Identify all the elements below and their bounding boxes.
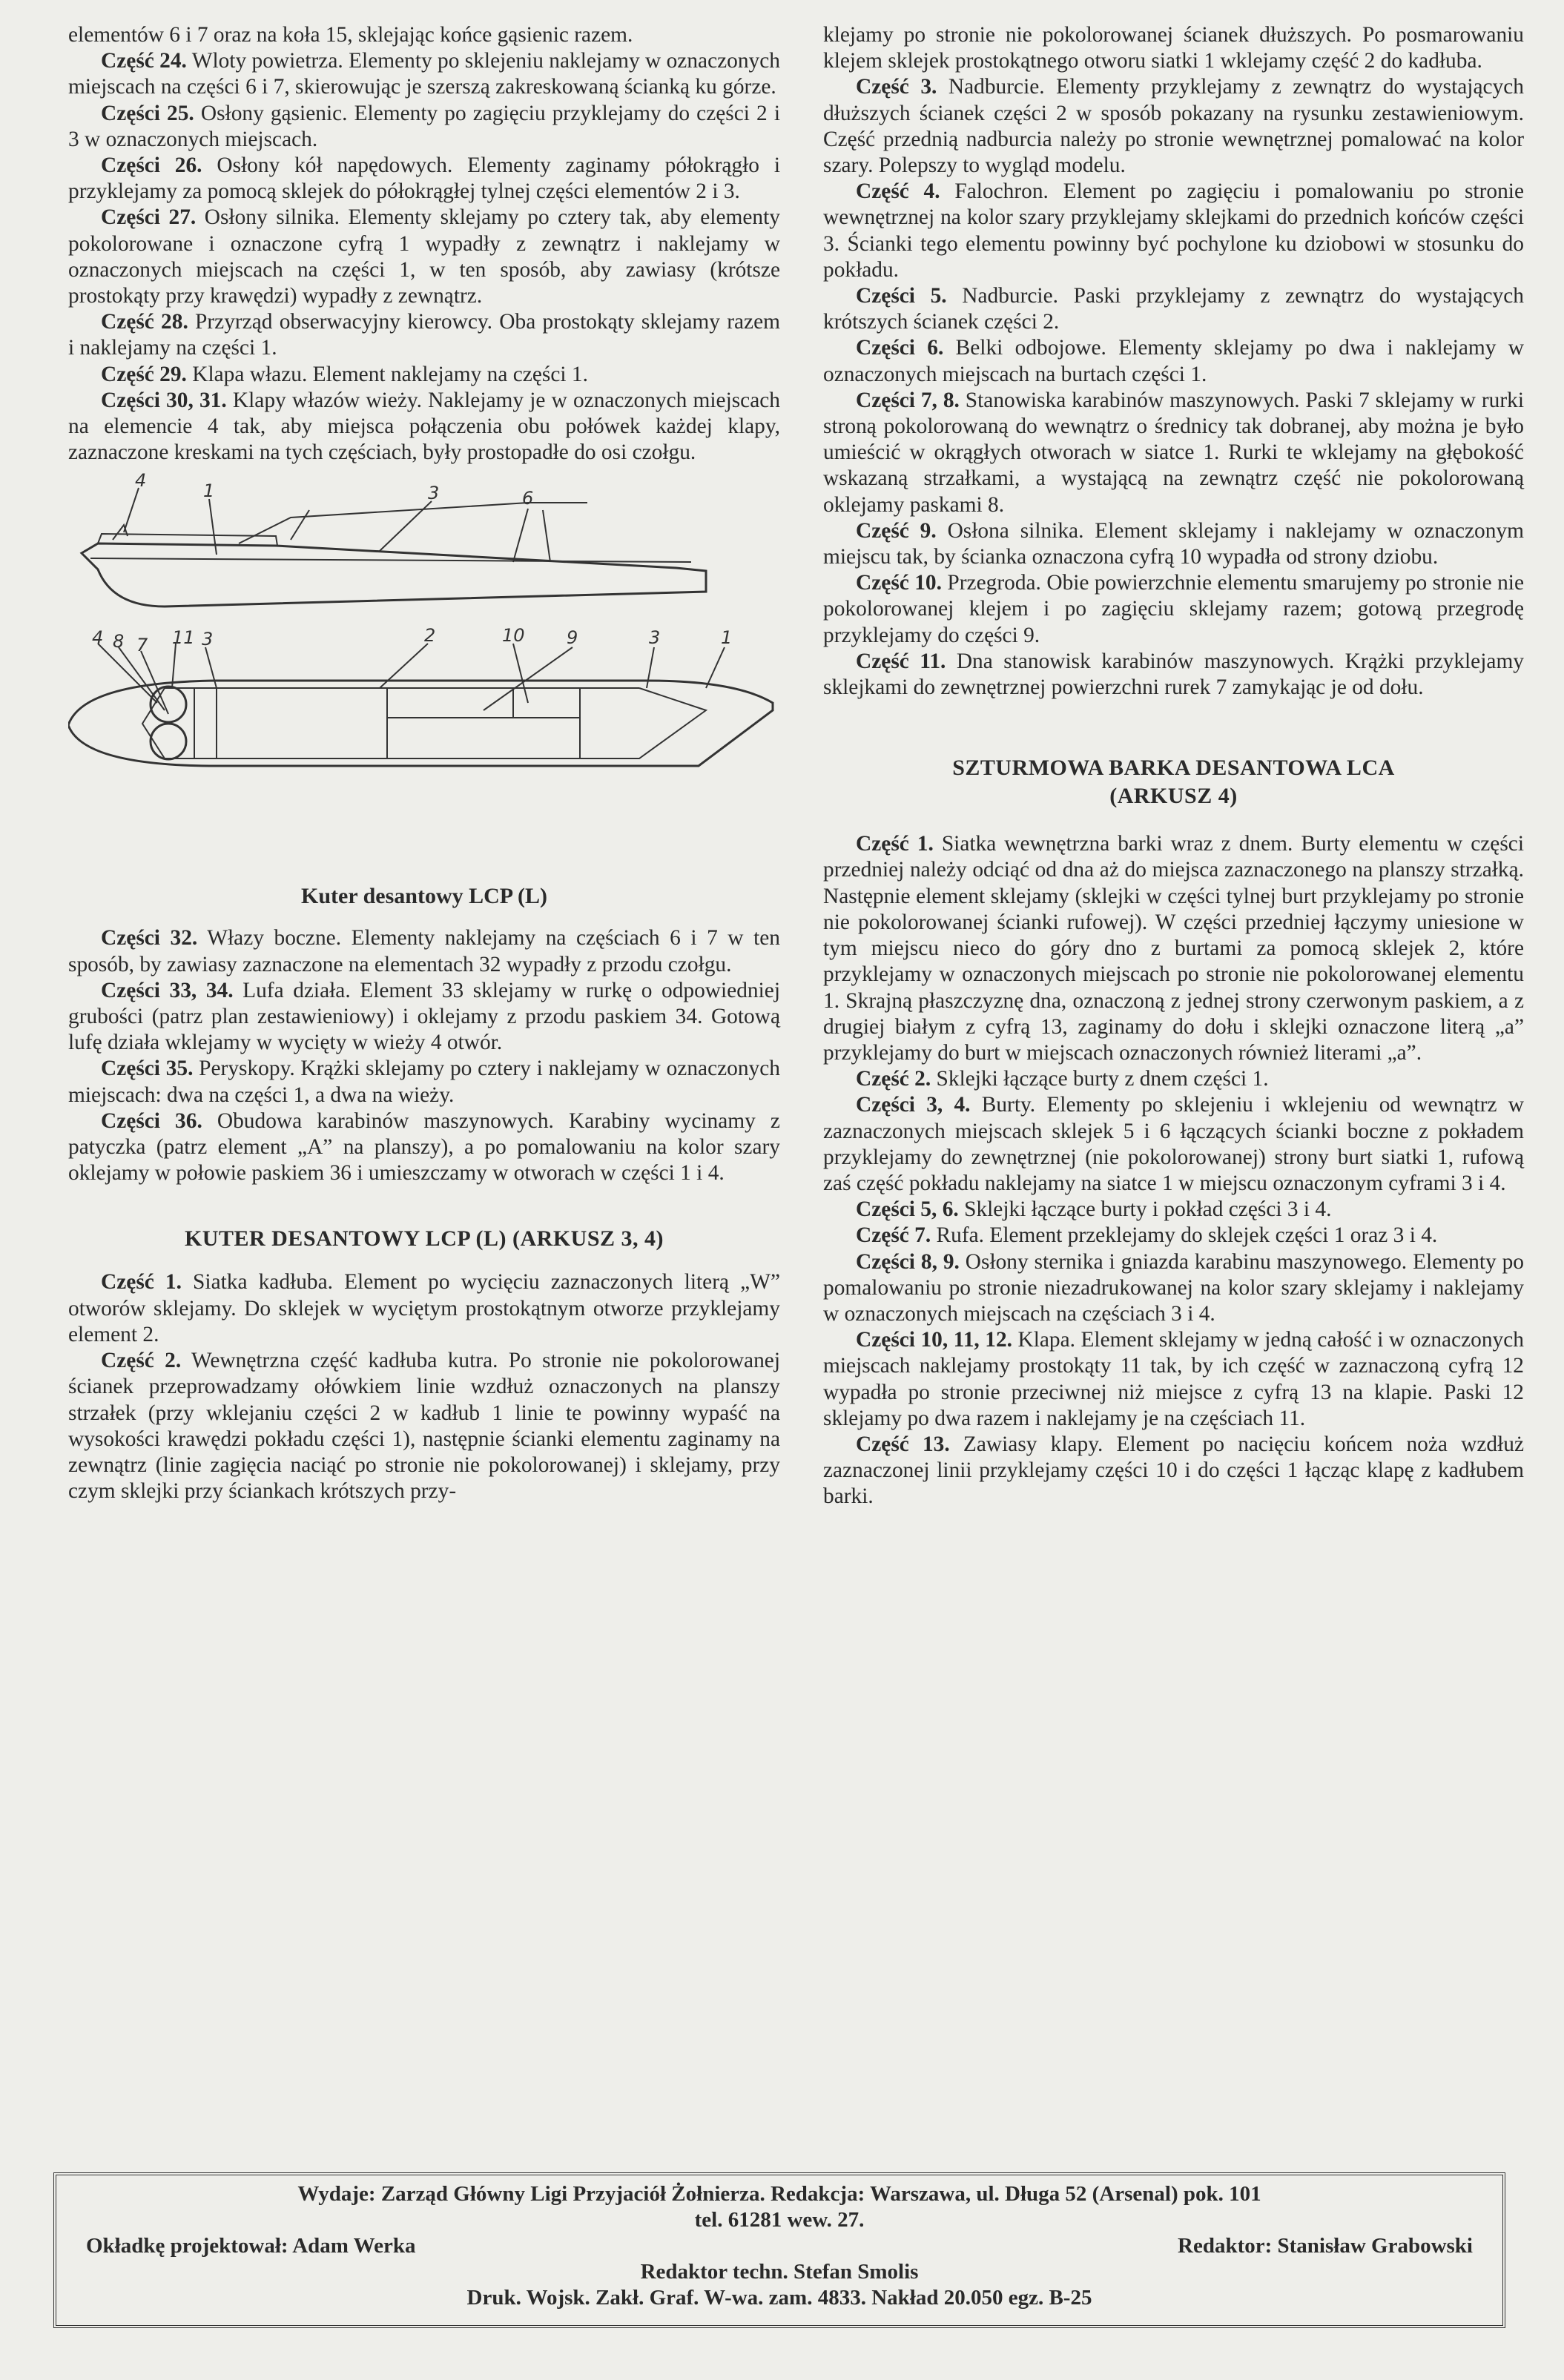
paragraph: [68, 925, 780, 977]
side-label: 4: [135, 470, 147, 492]
part-number: Część 2.: [101, 1349, 182, 1373]
side-label: 3: [428, 483, 440, 504]
part-number: Części 30, 31.: [101, 388, 227, 412]
part-number: Części 10, 11, 12.: [856, 1328, 1012, 1352]
paragraph-text: Peryskopy. Krążki sklejamy po cztery i naklejamy w oznaczonych miejscach: dwa na części 1, a dwa na wieży.: [68, 1057, 780, 1107]
left-column: [68, 22, 780, 1504]
paragraph: [68, 388, 780, 466]
lca-section-title: SZTURMOWA BARKA DESANTOWA LCA: [952, 756, 1395, 781]
paragraph: [68, 309, 780, 361]
part-number: Część 9.: [856, 518, 937, 543]
paragraph: [68, 1269, 780, 1348]
paragraph: [68, 22, 780, 48]
paragraph-text: Klapy włazów wieży. Naklejamy je w oznaczonych miejscach na elemencie 4 tak, aby miejsca połączenia obu połówek każdej klapy, zaznaczone kreskami na tych częściach, były prostopadłe do osi czołgu.: [68, 388, 780, 465]
left-bottom-text: [68, 925, 780, 1186]
side-label: 1: [203, 480, 215, 502]
top-label: 1: [721, 627, 733, 649]
print-info: Druk. Wojsk. Zakł. Graf. W-wa. zam. 4833. Nakład 20.050 egz. B-25: [466, 2286, 1092, 2310]
boat-top-view: [68, 644, 773, 766]
part-number: Części 3, 4.: [856, 1093, 971, 1117]
top-label: 8: [113, 631, 125, 652]
paragraph-text: Siatka wewnętrzna barki wraz z dnem. Burty elementu w części przedniej należy odciąć od dna aż do miejsca zaznaczonego na planszy strzałką. Następnie element sklejamy (sklejki w części tylnej burt przyklejamy po stronie nie pokolorowanej ścianki rufowej). W części przedniej łączymy uniesione w tym miejscu nieco do góry dno z burtami za pomocą sklejek 2, które przyklejamy w oznaczonych miejscach po stronie nie pokolorowanej elementu 1. Skrajną płaszczyznę dna, oznaczoną z jednej strony czerwonym paskiem, a z drugiej białym z cyfrą 13, zaginamy do dołu i sklejki oznaczone literą „a” przyklejamy do burt w miejscach oznaczonych również literami „a”.: [823, 832, 1524, 1065]
part-number: Część 3.: [856, 75, 937, 99]
paragraph-text: Nadburcie. Elementy przyklejamy z zewnątrz do wystających dłuższych ścianek części 2 w sposób pokazany na rysunku zestawieniowym. Część przednią nadburcia należy po stronie wewnętrznej pomalować na kolor szary. Polepszy to wygląd modelu.: [823, 75, 1524, 178]
lcp-section-text: [68, 1269, 780, 1504]
technical-editor: Redaktor techn. Stefan Smolis: [640, 2260, 919, 2284]
paragraph-text: Lufa działa. Element 33 sklejamy w rurkę o odpowiedniej grubości (patrz plan zestawieniowy) i oklejamy z przodu paskiem 34. Gotową lufę działa wklejamy w wycięty w wieży 4 otwór.: [68, 978, 780, 1055]
part-number: Część 11.: [856, 649, 946, 673]
part-number: Części 26.: [101, 153, 202, 178]
top-label: 3: [649, 627, 661, 649]
paragraph-text: Falochron. Element po zagięciu i pomalowaniu po stronie wewnętrznej na kolor szary przyklejamy sklejkami do przednich końców części 3. Ścianki tego elementu powinny być pochylone ku dziobowi w stosunku do pokładu.: [823, 179, 1524, 282]
part-number: Części 33, 34.: [101, 978, 234, 1002]
phone-line: tel. 61281 wew. 27.: [694, 2208, 865, 2232]
right-top-text: [823, 22, 1524, 701]
part-number: Część 2.: [856, 1067, 931, 1091]
paragraph-text: Siatka kadłuba. Element po wycięciu zaznaczonych literą „W” otworów sklejamy. Do sklejek w wyciętym prostokątnym otworze przyklejamy element 2.: [68, 1270, 780, 1346]
paragraph: [823, 388, 1524, 518]
part-number: Części 7, 8.: [856, 388, 960, 412]
paragraph: [823, 22, 1524, 74]
part-number: Części 25.: [101, 101, 194, 125]
part-number: Części 32.: [101, 926, 198, 951]
paragraph-text: Osłony silnika. Elementy sklejamy po cztery tak, aby elementy pokolorowane i oznaczone cyfrą 1 wypadły z zewnątrz i naklejamy w oznaczonych miejscach na części 1, w ten sposób, aby zawiasy (krótsze prostokąty przy krawędzi) wypadły z zewnątrz.: [68, 205, 780, 308]
paragraph: [68, 48, 780, 100]
paragraph-text: Sklejki łączące burty i pokład części 3 i 4.: [958, 1197, 1332, 1222]
top-label: 2: [424, 625, 436, 647]
paragraph: [823, 1432, 1524, 1510]
paragraph: [68, 153, 780, 205]
part-number: Część 13.: [856, 1432, 950, 1456]
figure-caption: Kuter desantowy LCP (L): [301, 884, 547, 909]
paragraph: [823, 283, 1524, 335]
paragraph: [823, 1327, 1524, 1432]
paragraph-text: Osłony sternika i gniazda karabinu maszynowego. Elementy po pomalowaniu po stronie niezadrukowanej na kolor szary sklejamy i naklejamy w oznaczonych miejscach na częściach 3 i 4.: [823, 1249, 1524, 1326]
side-label: 6: [522, 488, 534, 509]
paragraph-text: Włazy boczne. Elementy naklejamy na częściach 6 i 7 w ten sposób, by zawiasy zaznaczone na elementach 32 wypadły z przodu czołgu.: [68, 926, 780, 976]
paragraph-text: Przegroda. Obie powierzchnie elementu smarujemy po stronie nie pokolorowanej klejem i po zagięciu sklejamy razem; gotową przegrodę przyklejamy do części 9.: [823, 571, 1524, 647]
left-top-text: [68, 22, 780, 466]
paragraph-text: Osłony kół napędowych. Elementy zaginamy półokrągło i przyklejamy za pomocą sklejek do półokrągłej tylnej części elementów 2 i 3.: [68, 153, 780, 204]
part-number: Część 24.: [101, 49, 187, 73]
paragraph-text: Rufa. Element przeklejamy do sklejek części 1 oraz 3 i 4.: [931, 1223, 1438, 1248]
part-number: Części 6.: [856, 336, 944, 360]
right-column: [823, 22, 1524, 1510]
paragraph-text: Nadburcie. Paski przyklejamy z zewnątrz do wystających krótszych ścianek części 2.: [823, 284, 1524, 334]
part-number: Części 5.: [856, 284, 947, 308]
part-number: Część 28.: [101, 310, 188, 334]
publisher-line: Wydaje: Zarząd Główny Ligi Przyjaciół Żołnierza. Redakcja: Warszawa, ul. Długa 52 (Arsenal) pok. 101: [297, 2182, 1261, 2206]
part-number: Część 4.: [856, 179, 940, 204]
imprint-box: [53, 2172, 1505, 2328]
paragraph: [823, 1223, 1524, 1249]
paragraph: [823, 179, 1524, 283]
top-label: 4: [92, 627, 104, 649]
part-number: Części 35.: [101, 1057, 194, 1081]
paragraph-text: Zawiasy klapy. Element po nacięciu końcem noża wzdłuż zaznaczonej linii przyklejamy części 10 i do części 1 łącząc klapę z kadłubem barki.: [823, 1432, 1524, 1509]
paragraph: [823, 649, 1524, 701]
paragraph-text: Osłony gąsienic. Elementy po zagięciu przyklejamy do części 2 i 3 w oznaczonych miejscach.: [68, 101, 780, 151]
paragraph: [68, 978, 780, 1057]
part-number: Część 29.: [101, 362, 187, 386]
paragraph: [68, 1348, 780, 1504]
top-label: 9: [567, 627, 578, 649]
paragraph-text: Burty. Elementy po sklejeniu i wklejeniu od wewnątrz w zaznaczonych miejscach sklejek 5 i 6 łączących ścianki boczne z pokładem przyklejamy do zewnętrznej (nie pokolorowanej) strony burt siatki 1, rufową zaś część pokładu naklejamy na siatce 1 w miejscu oznaczonym cyframi 3 i 4.: [823, 1093, 1524, 1195]
top-label: 10: [502, 625, 525, 647]
paragraph: [823, 1092, 1524, 1197]
paragraph-text: elementów 6 i 7 oraz na koła 15, sklejając końce gąsienic razem.: [68, 23, 633, 47]
part-number: Części 8, 9.: [856, 1249, 960, 1274]
lcp-figure: [68, 466, 780, 881]
paragraph: [68, 1108, 780, 1187]
part-number: Część 1.: [856, 832, 934, 856]
paragraph: [68, 1056, 780, 1108]
paragraph-text: Sklejki łączące burty z dnem części 1.: [931, 1067, 1269, 1091]
top-label: 11: [172, 627, 195, 649]
paragraph: [823, 1249, 1524, 1328]
paragraph-text: Przyrząd obserwacyjny kierowcy. Oba prostokąty sklejamy razem i naklejamy na części 1.: [68, 310, 780, 360]
lca-section-subtitle: (ARKUSZ 4): [1109, 784, 1238, 809]
part-number: Części 27.: [101, 205, 197, 230]
paragraph-text: Obudowa karabinów maszynowych. Karabiny wycinamy z patyczka (patrz element „A” na planszy), a po pomalowaniu na kolor szary oklejamy w połowie paskiem 36 i umieszczamy w otworach w części 1 i 4.: [68, 1108, 780, 1186]
part-number: Części 36.: [101, 1108, 202, 1133]
top-label: 7: [136, 635, 148, 656]
paragraph: [823, 335, 1524, 387]
boat-side-view: [82, 488, 706, 606]
paragraph: [823, 831, 1524, 1066]
paragraph-text: Dna stanowisk karabinów maszynowych. Krążki przyklejamy sklejkami do zewnętrznej powierzchni rurek 7 zamykając je od dołu.: [823, 649, 1524, 700]
paragraph-text: Wloty powietrza. Elementy po sklejeniu naklejamy w oznaczonych miejscach na części 6 i 7, skierowując je szerszą zakreskowaną ścianką ku górze.: [68, 49, 780, 99]
paragraph-text: Wewnętrzna część kadłuba kutra. Po stronie nie pokolorowanej ścianek przeprowadzamy ołówkiem linie wzdłuż oznaczonych na planszy strzałek (przy wklejaniu części 2 w kadłub 1 linie te powinny wypaść na wysokości krawędzi pokładu części 1), następnie ścianki elementu zaginamy na zewnątrz (linie zagięcia naciąć po stronie nie pokolorowanej) i sklejamy, przy czym sklejki przy ściankach krótszych przy-: [68, 1349, 780, 1504]
paragraph-text: Osłona silnika. Element sklejamy i naklejamy w oznaczonym miejscu tak, by ścianka oznaczona cyfrą 10 wypadła od strony dziobu.: [823, 518, 1524, 569]
paragraph: [823, 1066, 1524, 1092]
cover-designer: Okładkę projektował: Adam Werka: [86, 2234, 416, 2258]
paragraph: [823, 74, 1524, 179]
part-number: Części 5, 6.: [856, 1197, 959, 1222]
paragraph: [68, 101, 780, 153]
paragraph-text: Stanowiska karabinów maszynowych. Paski 7 sklejamy w rurki stroną pokolorowaną do wewnątrz o średnicy tak dobranej, aby można je było umieścić w okrągłych otworach w siatce 1. Rurki te wklejamy na głębokość wskazaną strzałkami, a wystającą na zewnątrz część nie pokolorowaną oklejamy paskami 8.: [823, 388, 1524, 517]
part-number: Część 7.: [856, 1223, 931, 1248]
part-number: Część 1.: [101, 1270, 182, 1295]
paragraph-text: Klapa włazu. Element naklejamy na części 1.: [186, 362, 588, 386]
paragraph-text: Belki odbojowe. Elementy sklejamy po dwa i naklejamy w oznaczonych miejscach na burtach części 1.: [823, 336, 1524, 386]
paragraph-text: klejamy po stronie nie pokolorowanej ścianek dłuższych. Po posmarowaniu klejem sklejek prostokątnego otworu siatki 1 wklejamy część 2 do kadłuba.: [823, 23, 1524, 73]
top-label: 3: [202, 629, 214, 650]
paragraph: [823, 1197, 1524, 1223]
editor: Redaktor: Stanisław Grabowski: [1178, 2234, 1473, 2258]
paragraph: [68, 362, 780, 388]
paragraph: [823, 570, 1524, 649]
lca-section-text: [823, 831, 1524, 1510]
lcp-section-title: KUTER DESANTOWY LCP (L) (ARKUSZ 3, 4): [184, 1226, 664, 1252]
paragraph-text: Klapa. Element sklejamy w jedną całość i w oznaczonych miejscach naklejamy prostokąty 11 tak, by ich część w zaznaczoną cyfrą 12 wypadła po stronie przeciwnej niż miejsce z cyfrą 13 na klapie. Paski 12 sklejamy po dwa razem i naklejamy je na częściach 11.: [823, 1328, 1524, 1430]
paragraph: [823, 518, 1524, 570]
paragraph: [68, 205, 780, 309]
part-number: Część 10.: [856, 571, 942, 595]
